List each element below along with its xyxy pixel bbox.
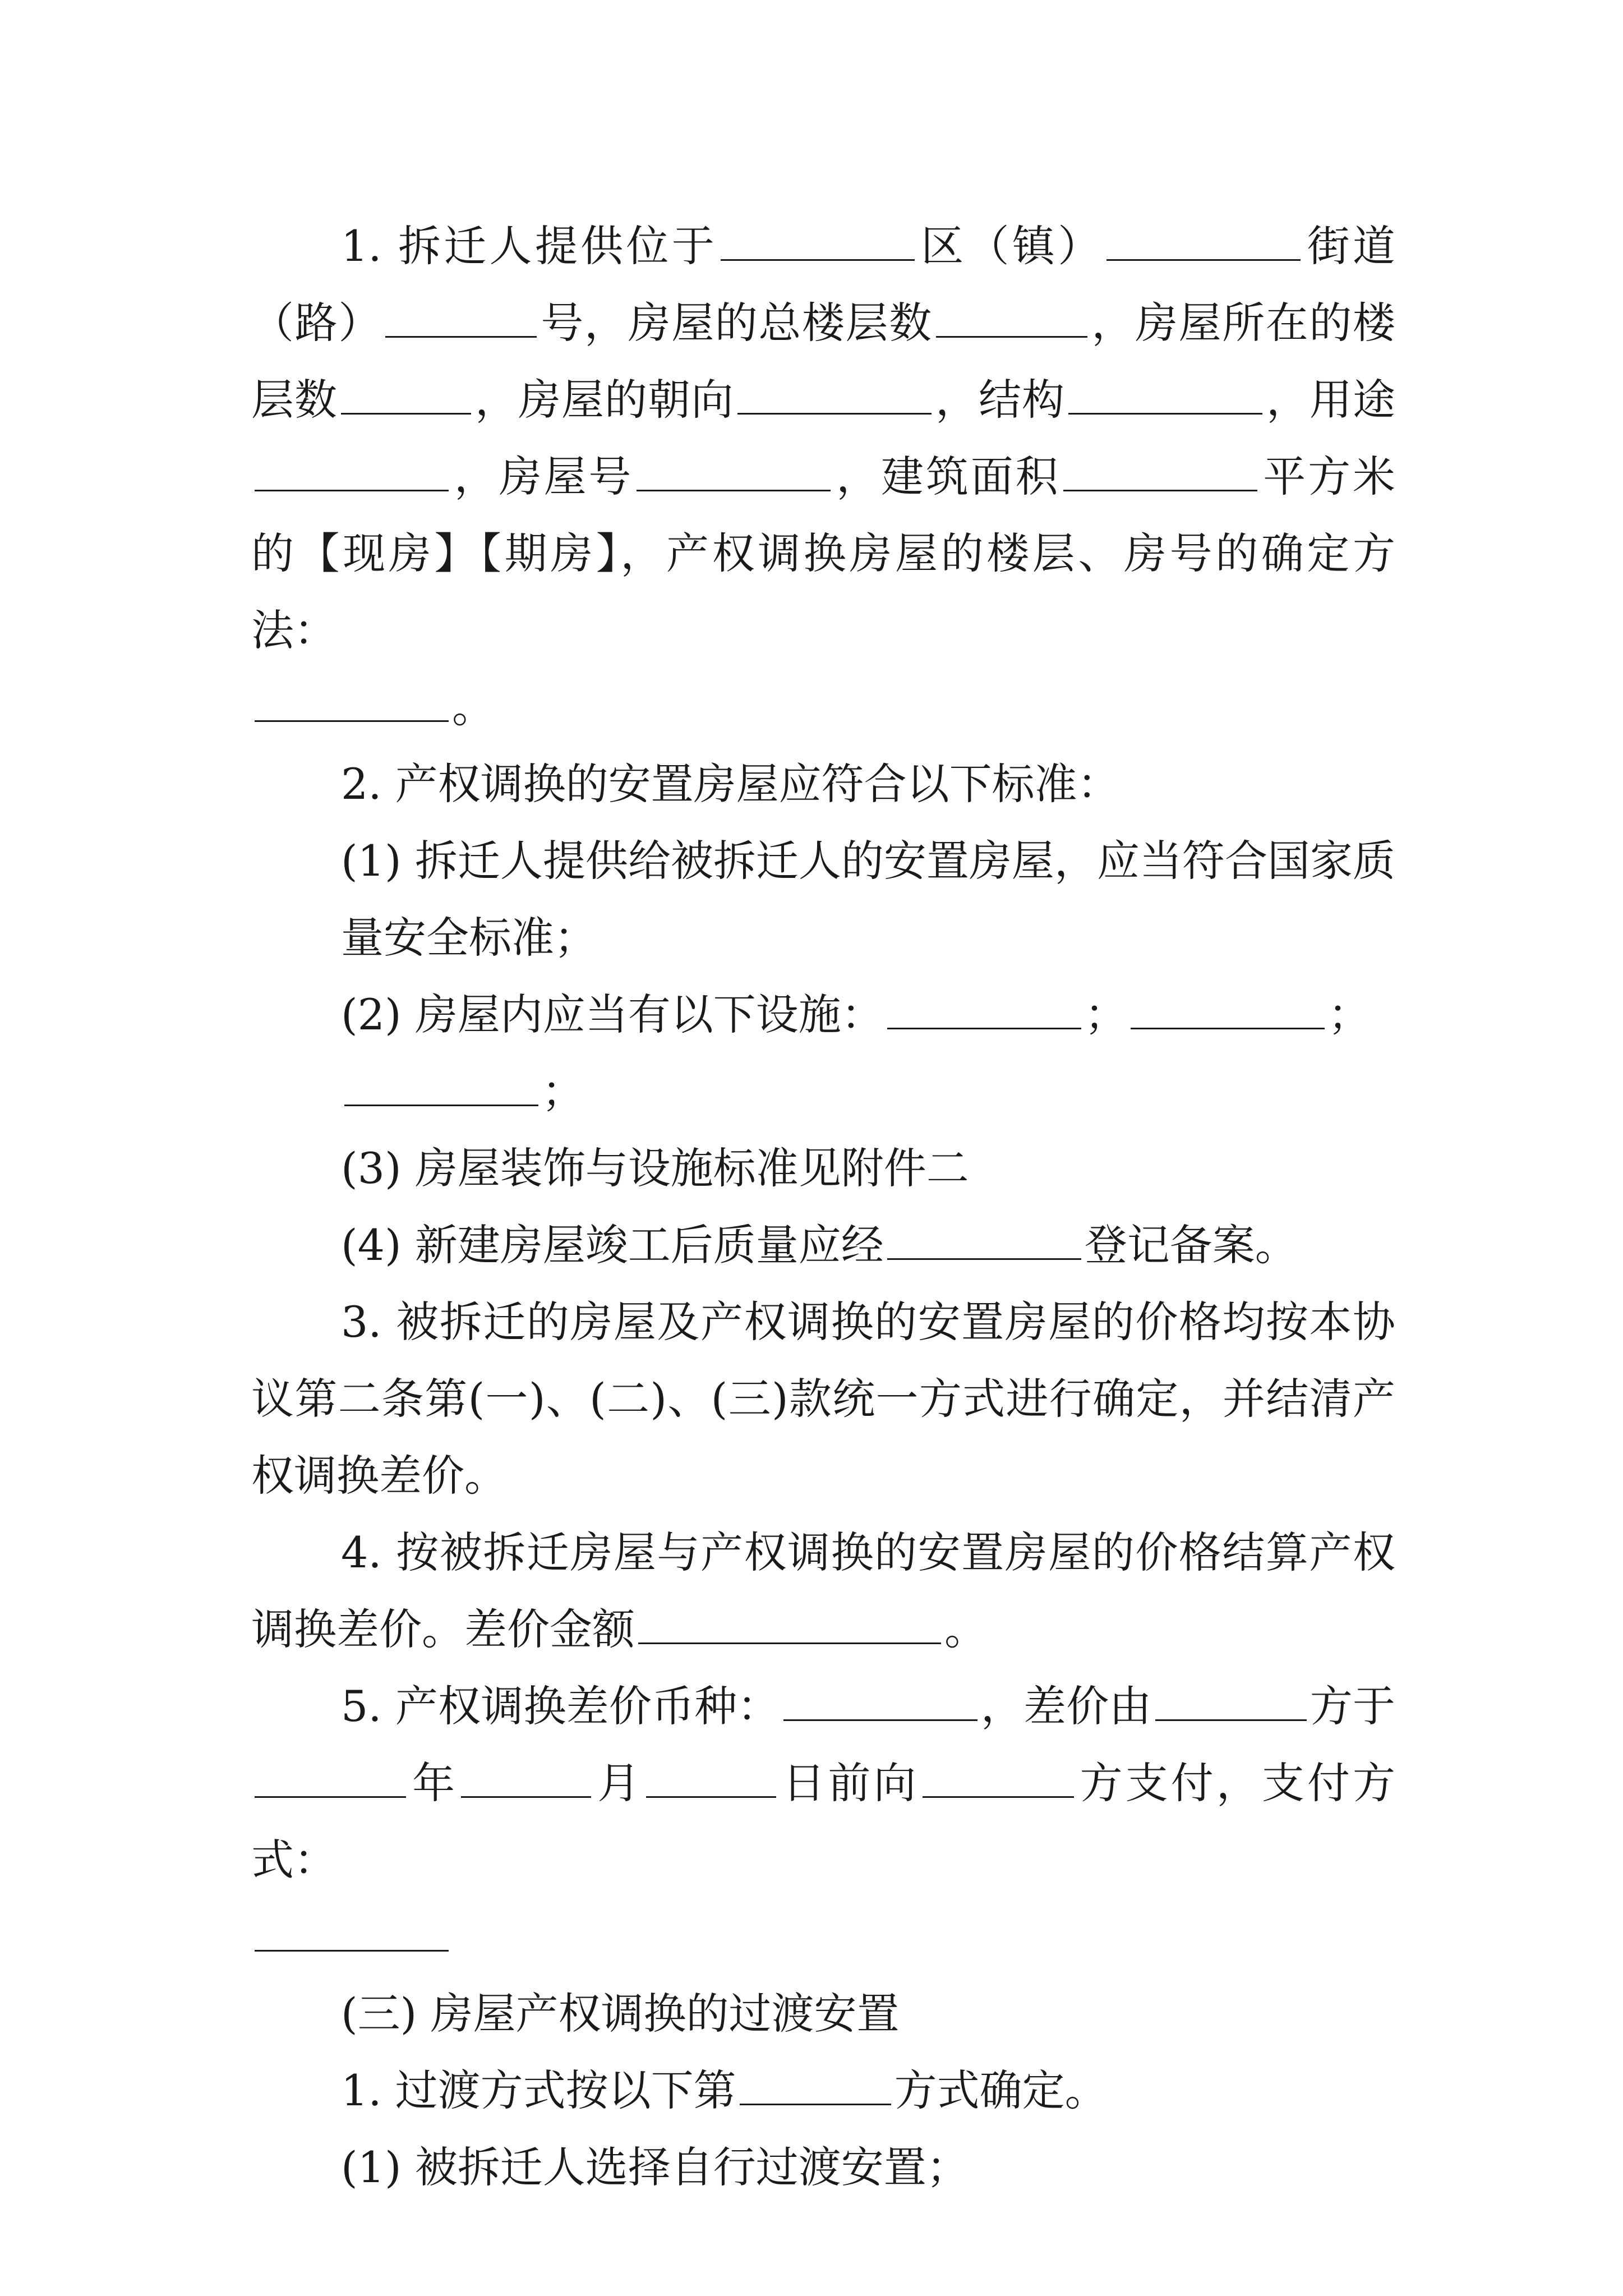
text-segment: (4) 新建房屋竣工后质量应经 [341,1220,884,1270]
text-segment: ； [1327,990,1371,1039]
text-segment: 。 [944,1604,987,1654]
section-heading-transition: (三) 房屋产权调换的过渡安置 [341,1989,900,2039]
blank-floor-area[interactable] [1063,452,1257,491]
text-segment: ，用途 [1266,375,1395,425]
blank-year[interactable] [255,1758,406,1798]
paragraph-standard-3: (3) 房屋装饰与设施标准见附件二 [341,1143,969,1193]
text-segment: 方式确定。 [894,2065,1108,2115]
text-segment: ，建筑面积 [834,452,1061,501]
blank-district[interactable] [721,221,915,261]
paragraph-transition-method [251,2052,1395,2129]
paragraph-standard-4 [251,1207,1395,1283]
text-segment: 号，房屋的总楼层数 [540,298,933,348]
blank-currency[interactable] [783,1681,978,1721]
blank-total-floors[interactable] [936,298,1087,338]
text-segment: 方于 [1310,1681,1396,1731]
blank-method[interactable] [255,682,449,722]
blank-facility-3[interactable] [344,1066,538,1106]
blank-structure[interactable] [1068,375,1262,415]
blank-room-number[interactable] [637,452,831,491]
blank-payer[interactable] [1155,1681,1307,1721]
text-segment: 4. 按被拆迁房屋与产权调换的安置房屋的价格结算产权调换差价。差价金额 [251,1527,1395,1654]
paragraph-standard-2 [251,976,1395,1130]
paragraph-price-difference [251,1514,1395,1668]
text-segment: ，结构 [935,375,1065,425]
text-segment: 1. 过渡方式按以下第 [341,2065,736,2115]
blank-street[interactable] [1106,221,1301,261]
blank-floor[interactable] [341,375,471,415]
blank-facility-1[interactable] [887,990,1081,1029]
blank-payment-method[interactable] [255,1912,449,1952]
paragraph-standards-heading: 2. 产权调换的安置房屋应符合以下标准： [341,759,1120,809]
text-segment: 年 [409,1758,458,1808]
blank-orientation[interactable] [737,375,932,415]
blank-method-choice[interactable] [740,2065,891,2105]
blank-month[interactable] [461,1758,591,1798]
blank-facility-2[interactable] [1131,990,1325,1029]
text-segment: 日前向 [780,1758,919,1808]
document-body [251,208,1395,2206]
text-segment: ； [542,1066,584,1116]
text-segment: 区（镇） [917,221,1104,271]
blank-day[interactable] [646,1758,776,1798]
text-segment: ； [1084,990,1127,1039]
blank-registration[interactable] [887,1220,1081,1260]
text-segment: 1. 拆迁人提供位于 [341,221,717,271]
paragraph-standard-1: (1) 拆迁人提供给被拆迁人的安置房屋，应当符合国家质量安全标准； [341,836,1395,963]
text-segment: (2) 房屋内应当有以下设施： [341,990,884,1039]
text-segment: 月 [594,1758,643,1808]
paragraph-property-location [251,208,1395,746]
text-segment: 街道（路） [251,221,1396,348]
text-segment: 。 [452,682,495,732]
paragraph-pricing: 3. 被拆迁的房屋及产权调换的安置房屋的价格均按本协议第二条第(一)、(二)、(三)款统一方式进行确定，并结清产权调换差价。 [251,1297,1395,1501]
text-segment: 登记备案。 [1084,1220,1298,1270]
text-segment: ，房屋号 [452,452,634,501]
paragraph-transition-option-1: (1) 被拆迁人选择自行过渡安置； [341,2142,969,2192]
text-segment: ，差价由 [980,1681,1152,1731]
text-segment: 5. 产权调换差价币种： [341,1681,780,1731]
blank-number[interactable] [385,298,537,338]
text-segment: 方支付，支付方式： [251,1758,1396,1885]
paragraph-payment [251,1668,1395,1975]
blank-usage[interactable] [255,452,449,491]
blank-difference-amount[interactable] [638,1604,941,1644]
text-segment: ，房屋的朝向 [474,375,734,425]
text-segment: 平方米的【现房】【期房】，产权调换房屋的楼层、房号的确定方法： [251,452,1396,655]
blank-payee[interactable] [923,1758,1074,1798]
text-segment: ，房屋所在的楼层数 [251,298,1396,425]
